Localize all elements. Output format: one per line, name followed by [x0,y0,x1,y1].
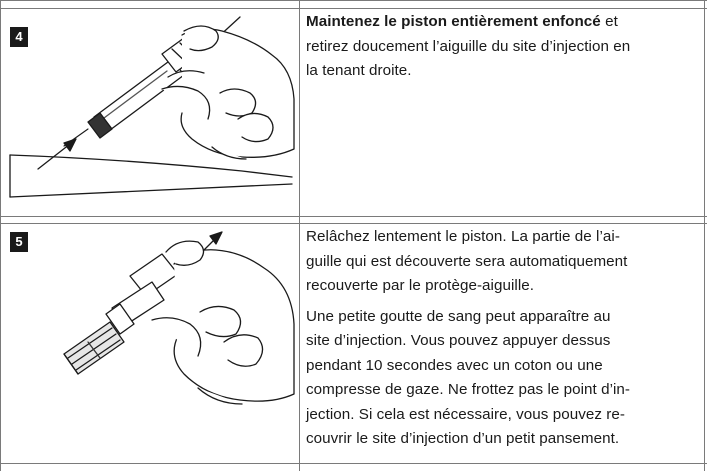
step-5-paragraph-1 [306,225,702,299]
hand-drawing [152,241,294,404]
step-5-p2-line-2: site d’injection. Vous pouvez appuyer dessus [306,332,611,349]
step-5-p2-line-5: jection. Si cela est nécessaire, vous pouvez re- [306,405,625,423]
upward-arrow-icon [38,139,76,169]
step-5-p1-line-3: recouverte par le protège-aiguille. [306,277,535,294]
syringe-with-guard-icon [64,254,178,374]
step-4-text [306,10,702,84]
step-5-p1-line-2: guille qui est découverte sera automatiquement [306,252,628,270]
step-5-p2-line-1: Une petite goutte de sang peut apparaître au [306,307,611,325]
step-4-line-1: et [605,13,618,30]
step-4-illustration [2,9,298,215]
step-5-p1-line-1: Relâchez lentement le piston. La partie de l’ai- [306,228,620,245]
step-5-paragraph-2 [306,305,702,452]
column-divider [299,0,300,471]
table-border-right [704,0,705,471]
step-4-bold-instruction: Maintenez le piston entièrement enfoncé [306,13,601,30]
step-5-text [306,225,702,452]
table-border-top [0,0,707,1]
step-5-p2-line-6: couvrir le site d’injection d’un petit pansement. [306,430,620,447]
step-4-paragraph [306,10,702,84]
step-5-illustration [2,224,298,462]
step-4-line-3: la tenant droite. [306,62,412,79]
needle-guard-drawing [2,224,298,462]
step-5-p2-line-3: pendant 10 secondes avec un coton ou une [306,356,603,374]
table-border-left [0,0,1,471]
step-4-number-badge: 4 [10,27,28,47]
step-5-number-badge: 5 [10,232,28,252]
step-5-p2-line-4: compresse de gaze. Ne frottez pas le point d’in- [306,381,631,398]
syringe-withdrawal-drawing [2,9,298,215]
row-5-bottom-border [0,463,707,464]
row-4-bottom-border [0,216,707,217]
step-4-line-2: retirez doucement l’aiguille du site d’injection en [306,37,631,55]
